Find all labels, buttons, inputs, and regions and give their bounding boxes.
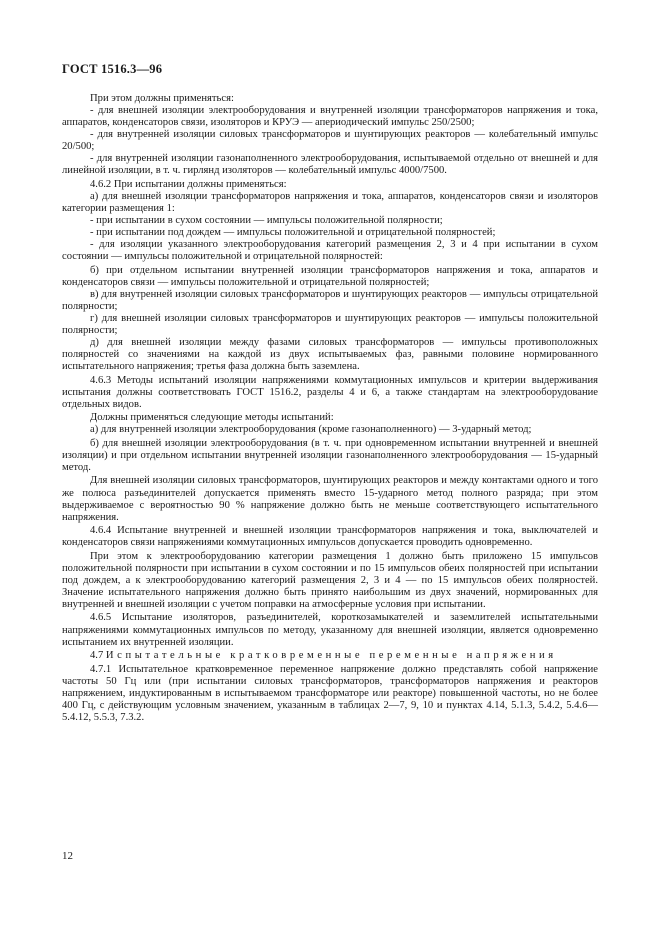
paragraph: в) для внутренней изоляции силовых трансформаторов и шунтирующих реакторов — импульсы отрицательной полярности; [62,288,598,312]
paragraph: а) для внешней изоляции трансформаторов напряжения и тока, аппаратов, конденсаторов связи и изоляторов категории размещения 1: [62,190,598,214]
paragraph: - для внутренней изоляции газонаполненного электрооборудования, испытываемой отдельно от внешней и для линейной изоляции, в т. ч. гирлянд изоляторов — колебательный импульс 4000/7500. [62,153,598,177]
paragraph: д) для внешней изоляции между фазами силовых трансформаторов — импульсы противоположных полярностей со значениями на каждой из двух испытываемых фаз, равными половине нормированного испытательного напряжения; третья фаза должна быть заземлена. [62,336,598,373]
paragraph: Для внешней изоляции силовых трансформаторов, шунтирующих реакторов и между контактами одного и того же полюса разъединителей допускается применять вместо 15-ударного метод полного разряда; при этом выдерживаемое с вероятностью 90 % напряжение должно быть не меньше соответствующего испытательного напряжения. [62,475,598,523]
document-body [62,93,598,724]
paragraph: 4.6.2 При испытании должны применяться: [90,178,287,190]
paragraph: При этом к электрооборудованию категории размещения 1 должно быть приложено 15 импульсов положительной полярности при испытании в сухом состоянии и по 15 импульсов обеих полярностей при испытании под дождем, а к электрооборудованию категорий размещения 2, 3 и 4 — по 15 импульсов обеих полярностей. Значение испытательного напряжения должно быть принято наибольшим из двух значений, нормированных для внутренней и внешней изоляции с учетом поправки на атмосферные условия при испытании. [62,550,598,610]
paragraph: г) для внешней изоляции силовых трансформаторов и шунтирующих реакторов — импульсы положительной полярности; [62,312,598,336]
paragraph: б) при отдельном испытании внутренней изоляции трансформаторов напряжения и тока, аппаратов и конденсаторов связи — импульсы положительной и отрицательной полярностей; [62,264,598,288]
paragraph: 4.6.3 Методы испытаний изоляции напряжениями коммутационных импульсов и критерии выдерживания испытания должны соответствовать ГОСТ 1516.2, разделы 4 и 6, а также стандартам на электрооборудование отдельных видов. [62,374,598,410]
page-number: 12 [62,850,73,862]
paragraph: 4.6.4 Испытание внутренней и внешней изоляции трансформаторов напряжения и тока, выключателей и конденсаторов связи напряжениями коммутационных импульсов допускается проводить одновременно. [62,525,598,549]
paragraph: - для внешней изоляции электрооборудования и внутренней изоляции трансформаторов напряжения и тока, аппаратов, конденсаторов связи, изоляторов и КРУЭ — апериодический импульс 250/2500; [62,105,598,129]
paragraph: 4.7.1 Испытательное кратковременное переменное напряжение должно представлять собой напряжение частоты 50 Гц или (при испытании силовых трансформаторов, трансформаторов напряжения и реакторов напряжением, индуктированным в испытываемом трансформаторе или реакторе) повышенной частоты, но не более 400 Гц, с действующим условным значением, указанным в таблицах 2—7, 9, 10 и пунктах 4.14, 5.1.3, 5.4.2, 5.4.6—5.4.12, 5.5.3, 7.3.2. [62,663,598,723]
section-number: 4.7 [90,650,104,662]
paragraph: а) для внутренней изоляции электрооборудования (кроме газонаполненного) — 3-ударный метод; [90,424,532,436]
paragraph: - при испытании в сухом состоянии — импульсы положительной полярности; [90,214,443,226]
paragraph: б) для внешней изоляции электрооборудования (в т. ч. при одновременном испытании внутренней и внешней изоляции) и при отдельном испытании внутренней изоляции газонаполненного электрооборудования — 15-ударный метод. [62,437,598,473]
paragraph: - для изоляции указанного электрооборудования категорий размещения 2, 3 и 4 при испытании в сухом состоянии — импульсы положительной и отрицательной полярностей: [62,239,598,263]
section-heading [62,650,598,662]
paragraph: Должны применяться следующие методы испытаний: [90,412,334,424]
paragraph: - для внутренней изоляции силовых трансформаторов и шунтирующих реакторов — колебательный импульс 20/500; [62,129,598,153]
paragraph: При этом должны применяться: [90,93,234,104]
document-header: ГОСТ 1516.3—96 [62,62,163,76]
paragraph: - при испытании под дождем — импульсы положительной и отрицательной полярностей; [90,227,496,239]
paragraph: 4.6.5 Испытание изоляторов, разъединителей, короткозамыкателей и заземлителей испытательными напряжениями коммутационных импульсов по методу, указанному для внешней изоляции, является одновременно испытанием их внутренней изоляции. [62,612,598,648]
section-title: Испытательные кратковременные переменные напряжения [105,650,557,662]
